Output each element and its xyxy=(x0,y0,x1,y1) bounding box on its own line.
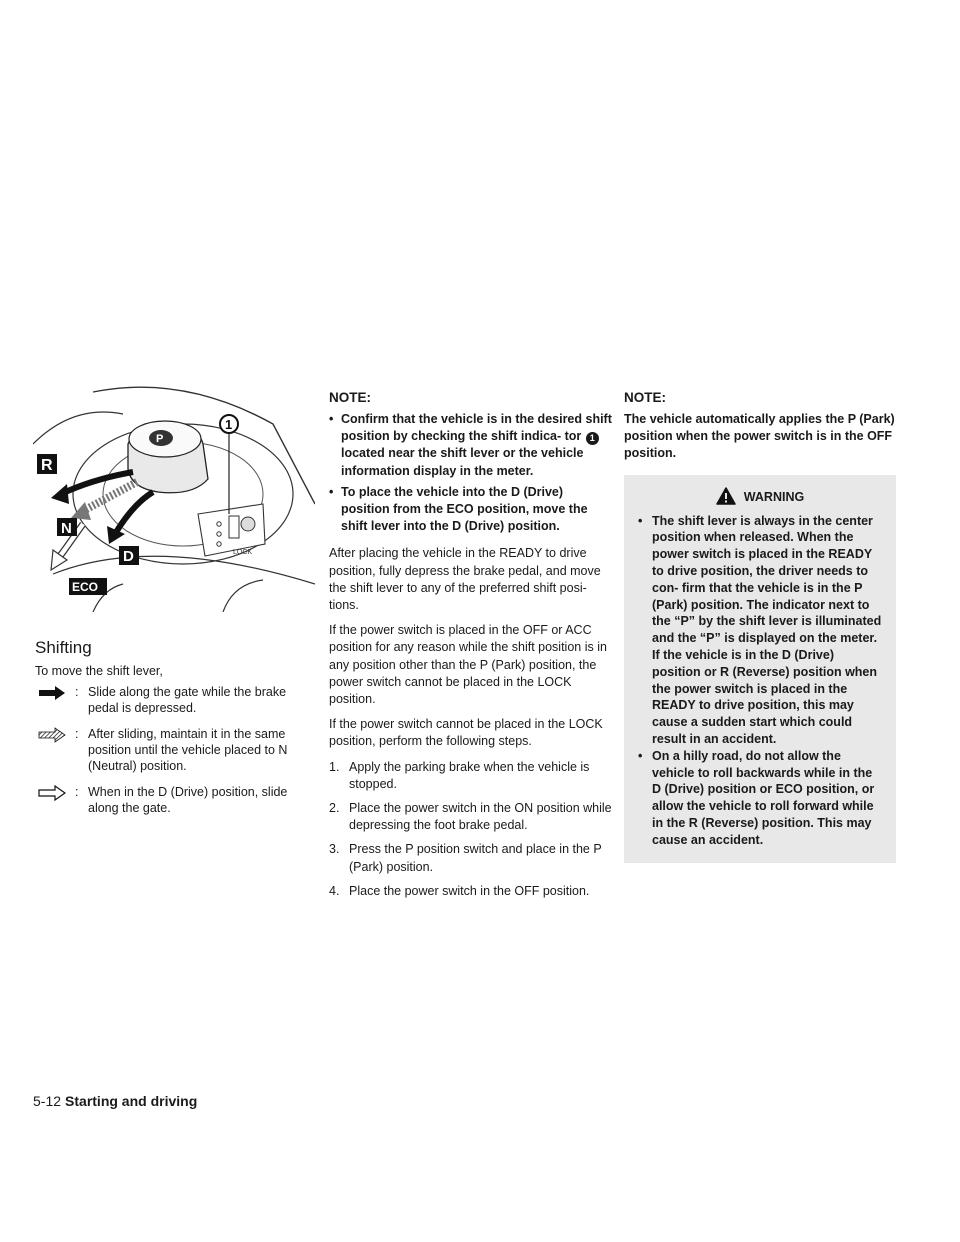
note-text: The vehicle automatically applies the P (Park) position when the power switch is in the OFF position. xyxy=(624,412,895,461)
legend-text: After sliding, maintain it in the same position until the vehicle placed to N (Neutral) position. xyxy=(88,727,288,773)
note-heading: NOTE: xyxy=(329,390,371,405)
middle-column xyxy=(329,390,612,907)
arrow-legend xyxy=(33,684,315,826)
label-n: N xyxy=(61,520,72,537)
arrow-to-r xyxy=(51,484,69,504)
legend-item: : Slide along the gate while the brake pedal is depressed. xyxy=(33,684,315,716)
lock-label: LOCK xyxy=(233,549,253,556)
callout-1: 1 xyxy=(225,417,233,432)
legend-item: : When in the D (Drive) position, slide along the gate. xyxy=(33,784,315,816)
steps-list xyxy=(329,759,612,900)
warning-item: • The shift lever is always in the center position when released. When the power switch is placed in the READY to drive position, the driver needs to con- firm that the vehicle is in the P (Park) position. The indicator next to the “P” by the shift lever is illuminated and the “P” is displayed on the meter. If the vehicle is in the D (Drive) position or R (Reverse) position when the power switch is placed in the READY to drive position, this may cause a sudden start which could result in an accident. xyxy=(638,513,882,748)
label-r: R xyxy=(41,457,53,474)
outline-arrow-icon xyxy=(38,785,66,801)
warning-box xyxy=(624,475,896,863)
legend-text: When in the D (Drive) position, slide along the gate. xyxy=(88,785,288,815)
shift-lever-illustration xyxy=(33,384,315,612)
note-list xyxy=(329,411,612,535)
paragraph: If the power switch is placed in the OFF or ACC position for any reason while the shift position is in any position other than the P (Park) position, the power switch cannot be placed in the LOCK position. xyxy=(329,623,607,707)
step-item: 3. Press the P position switch and place in the P (Park) position. xyxy=(329,842,602,874)
solid-arrow-icon xyxy=(38,685,66,701)
intro-text: To move the shift lever, xyxy=(35,664,163,678)
note-heading: NOTE: xyxy=(624,390,666,405)
shift-lever-diagram xyxy=(33,384,315,612)
indicator-1-marker: 1 xyxy=(586,432,599,445)
right-column xyxy=(624,390,896,863)
knob-p-label: P xyxy=(156,433,164,445)
warning-list xyxy=(638,513,882,849)
step-item: 2. Place the power switch in the ON position while depressing the foot brake pedal. xyxy=(329,801,612,833)
page-number: 5-12 xyxy=(33,1093,62,1109)
warning-item: • On a hilly road, do not allow the vehicle to roll backwards while in the D (Drive) position or ECO position, or allow the vehicle to roll forward while in the R (Reverse) position. This may cause an accident. xyxy=(638,748,882,849)
paragraph: After placing the vehicle in the READY to drive position, fully depress the brake pedal, and move the shift lever to any of the preferred shift posi- tions. xyxy=(329,546,601,613)
list-item: • Confirm that the vehicle is in the desired shift position by checking the shift indica- tor 1 located near the shift lever or the vehicle information display in the meter. xyxy=(329,411,612,480)
page-footer xyxy=(33,1093,197,1109)
chapter-title: Starting and driving xyxy=(65,1093,198,1109)
legend-item: : After sliding, maintain it in the same position until the vehicle placed to N (Neutral) position. xyxy=(33,726,315,774)
hatched-arrow-icon xyxy=(38,727,66,743)
label-eco: ECO xyxy=(72,580,99,594)
step-item: 4. Place the power switch in the OFF position. xyxy=(329,883,590,898)
legend-text: Slide along the gate while the brake pedal is depressed. xyxy=(88,685,287,715)
step-item: 1. Apply the parking brake when the vehicle is stopped. xyxy=(329,759,590,791)
label-d: D xyxy=(123,548,134,565)
list-item: • To place the vehicle into the D (Drive) position from the ECO position, move the shift lever into the D (Drive) position. xyxy=(329,484,612,536)
section-title: Shifting xyxy=(35,638,92,657)
warning-icon xyxy=(716,487,736,505)
warning-title: WARNING xyxy=(638,487,882,505)
paragraph: If the power switch cannot be placed in the LOCK position, perform the following steps. xyxy=(329,717,603,749)
